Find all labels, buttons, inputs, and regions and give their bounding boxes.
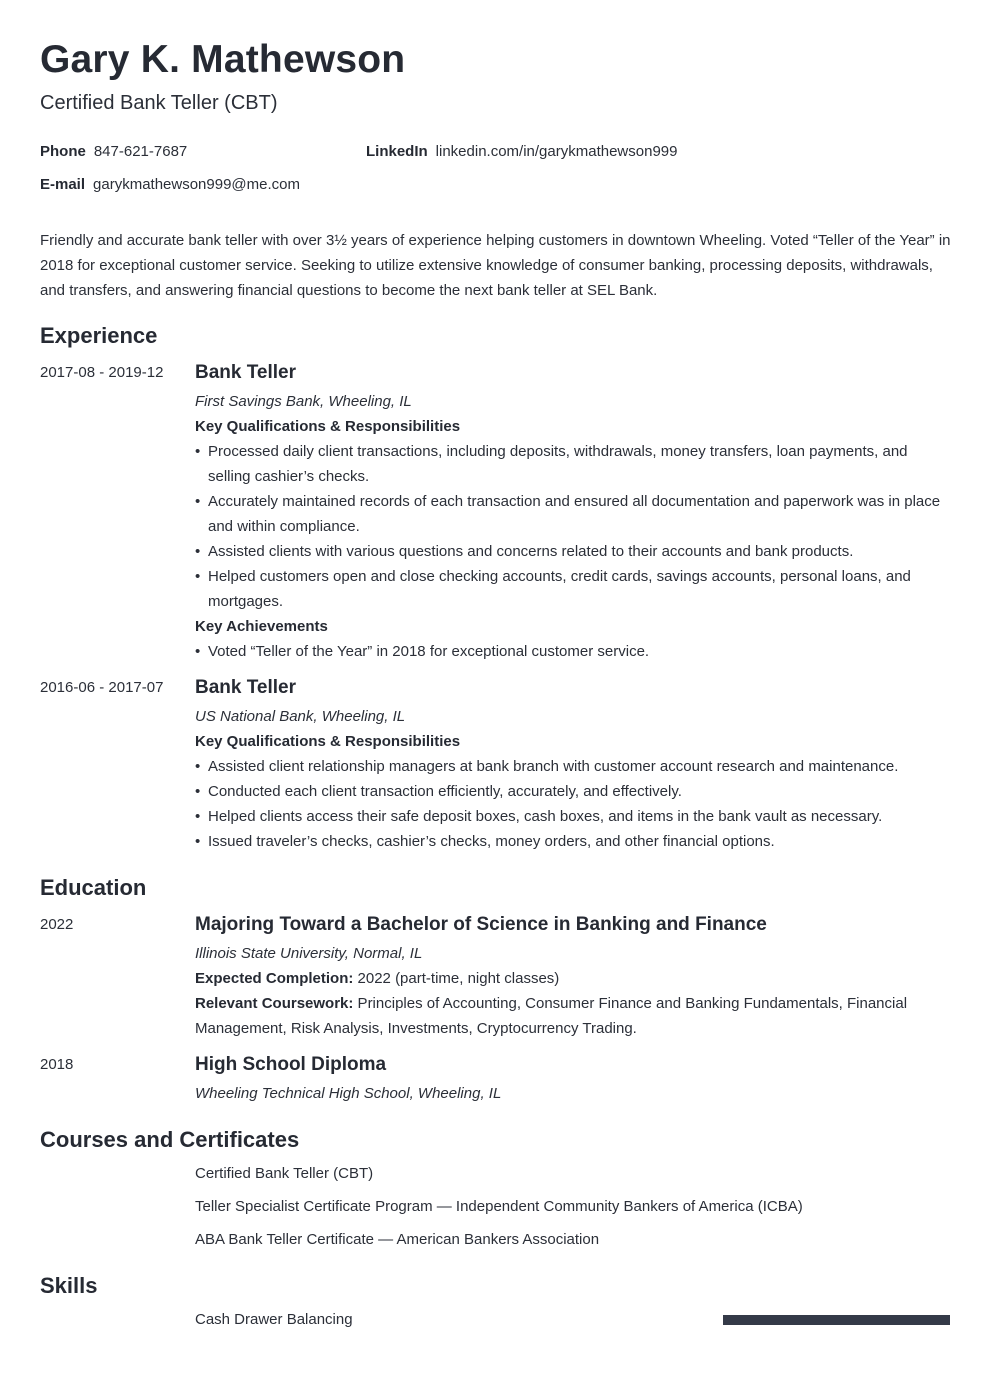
contact-phone [40,143,187,160]
list-item: • Assisted client relationship managers at bank branch with customer account research and maintenance. [195,754,950,779]
summary: Friendly and accurate bank teller with over 3½ years of experience helping customers in downtown Wheeling. Voted “Teller of the Year” in 2018 for exceptional customer service. Seeking to utilize extensive knowledge of consumer banking, processing deposits, withdrawals, and transfers, and answering financial questions to become the next bank teller at SEL Bank. [40,232,951,299]
school-name: Wheeling Technical High School, Wheeling, IL [195,1085,502,1102]
candidate-title: Certified Bank Teller (CBT) [40,92,278,114]
list-item: • Processed daily client transactions, including deposits, withdrawals, money transfers, loan payments, and selling cashier’s checks. [195,439,950,489]
job-title: Bank Teller [195,677,297,698]
certificate-item: ABA Bank Teller Certificate — American Bankers Association [195,1231,600,1248]
candidate-name: Gary K. Mathewson [40,38,406,81]
coursework-value: Principles of Accounting, Consumer Finance and Banking Fundamentals, Financial Management, Risk Analysis, Investments, Cryptocurrency Trading. [195,995,908,1037]
degree-title: High School Diploma [195,1054,387,1075]
coursework-label: Relevant Coursework: [195,995,354,1012]
list-item: • Assisted clients with various questions and concerns related to their accounts and bank products. [195,539,950,564]
list-item: • Helped clients access their safe deposit boxes, cash boxes, and items in the bank vault as necessary. [195,804,950,829]
list-item: • Issued traveler’s checks, cashier’s checks, money orders, and other financial options. [195,829,950,854]
experience-heading: Experience [40,323,158,348]
skill-level-bar [723,1315,950,1325]
education-year: 2018 [40,1056,74,1073]
skill-name: Cash Drawer Balancing [195,1311,353,1328]
responsibilities-list [195,439,950,614]
degree-title: Majoring Toward a Bachelor of Science in Banking and Finance [195,914,767,935]
education-entry [195,1052,950,1106]
skills-heading: Skills [40,1273,98,1298]
certificate-item: Certified Bank Teller (CBT) [195,1165,374,1182]
linkedin-label: LinkedIn [366,143,428,160]
job-employer: US National Bank, Wheeling, IL [195,708,406,725]
education-year: 2022 [40,916,74,933]
achievements-list [195,639,950,664]
job-entry [195,675,950,854]
education-heading: Education [40,875,147,900]
education-entry [195,912,950,1041]
job-entry [195,360,950,664]
achievements-heading: Key Achievements [195,618,328,635]
list-item: • Helped customers open and close checking accounts, credit cards, savings accounts, personal loans, and mortgages. [195,564,950,614]
email-label: E-mail [40,176,86,193]
job-employer: First Savings Bank, Wheeling, IL [195,393,412,410]
list-item: • Accurately maintained records of each transaction and ensured all documentation and paperwork was in place and within compliance. [195,489,950,539]
completion-label: Expected Completion: [195,970,354,987]
list-item: • Conducted each client transaction efficiently, accurately, and effectively. [195,779,950,804]
skill-level-fill [723,1315,950,1325]
courses-heading: Courses and Certificates [40,1127,300,1152]
phone-label: Phone [40,143,86,160]
responsibilities-heading: Key Qualifications & Responsibilities [195,733,461,750]
job-dates: 2016-06 - 2017-07 [40,679,164,696]
job-dates: 2017-08 - 2019-12 [40,364,164,381]
completion-value: 2022 (part-time, night classes) [353,970,560,987]
responsibilities-heading: Key Qualifications & Responsibilities [195,418,461,435]
contact-linkedin [366,143,677,160]
expected-completion [195,966,950,991]
phone-value: 847-621-7687 [93,143,188,160]
list-item: • Voted “Teller of the Year” in 2018 for exceptional customer service. [195,639,950,664]
certificate-item: Teller Specialist Certificate Program — Independent Community Bankers of America (ICBA) [195,1198,803,1215]
linkedin-value: linkedin.com/in/garykmathewson999 [435,143,678,160]
job-title: Bank Teller [195,362,297,383]
email-value: garykmathewson999@me.com [93,176,300,193]
school-name: Illinois State University, Normal, IL [195,945,423,962]
responsibilities-list [195,754,950,854]
relevant-coursework [195,991,950,1041]
contact-email [40,176,300,193]
